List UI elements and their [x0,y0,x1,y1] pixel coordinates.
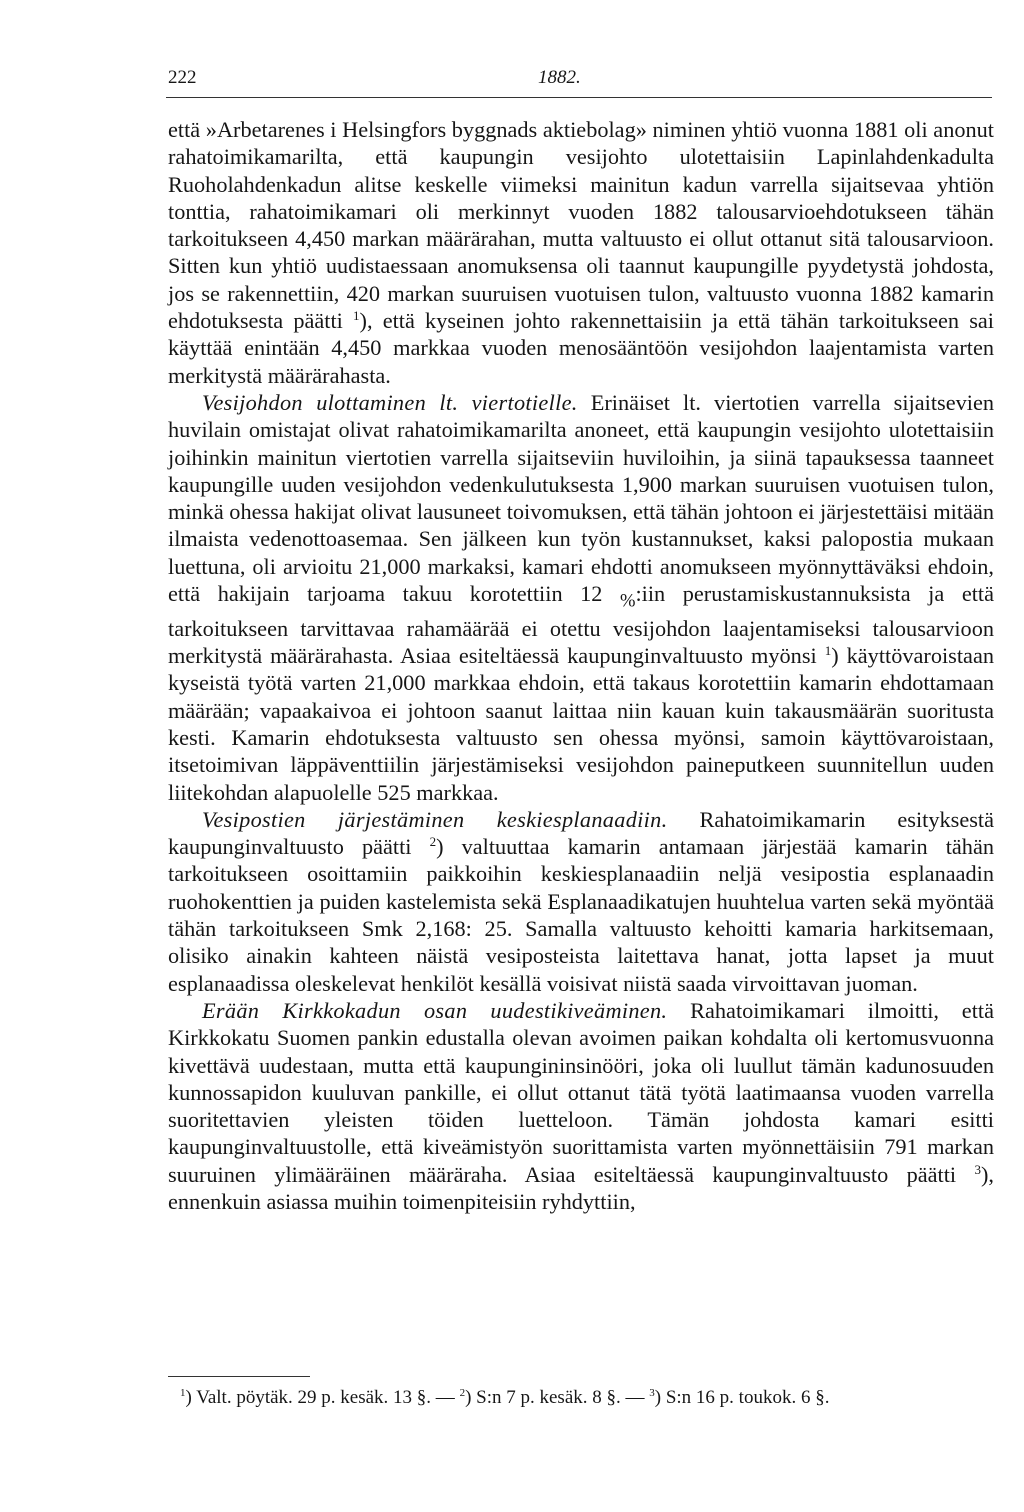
paragraph-text: ), että kyseinen johto rakennettaisiin ja että tähän tarkoitukseen sai käyttää enintään 4,450 markkaa vuoden menosääntöön vesijohdon laajentamista varten merkitystä määrärahasta. [168,308,994,388]
running-head [168,63,992,93]
footnote-marker: 1 [180,1387,186,1399]
paragraph-vesipostien-jarjestaminen [168,806,994,997]
paragraph-text: että »Arbetarenes i Helsingfors byggnads aktiebolag» niminen yhtiö vuonna 1881 oli anonut rahatoimikamarilta, että kaupungin vesijohto ulotettaisiin Lapinlahdenkadulta Ruoholahdenkadun alitse keskelle viimeksi mainitun kadun varrella sijaitsevaa yhtiön tonttia, rahatoimikamari oli merkinnyt vuoden 1882 talousarvioehdotukseen tähän tarkoitukseen 4,450 markan määrärahan, mutta valtuusto ei ollut ottanut sitä talousarvioon. Sitten kun yhtiö uudistaessaan anomuksensa oli taannut kaupungille pyydetystä johdosta, jos se rakennettiin, 420 markan suuruisen vuotuisen tulon, valtuusto vuonna 1882 kamarin ehdotuksesta päätti [168,117,994,334]
paragraph-text: Erinäiset lt. viertotien varrella sijaitsevien huvilain omistajat olivat rahatoimikamarilta anoneet, että kaupungin vesijohto ulotettaisiin joihinkin mainitun viertotien varrella sijaitseviin huviloihin, ja siinä tapauksessa taanneet kaupungille uuden vesijohdon vedenkulutuksesta 1,900 markan suuruisen vuotuisen tulon, minkä ohessa hakijat olivat lausuneet toivomuksen, että tähän johtoon ei järjestettäisi mitään ilmaista vedenottoasemaa. Sen jälkeen kun työn kustannukset, kaksi palopostia mukaan luettuna, oli arvioitu 21,000 markaksi, kamari ehdotti anomukseen myönnyttäväksi ehdoin, että hakijain tarjoama takuu korotettiin 12 [168,389,995,607]
page-number: 222 [168,67,197,88]
paragraph-kirkkokadun-kiveaminen [168,997,994,1215]
footnote-text [168,1386,994,1409]
section-heading: Vesipostien järjestäminen keskiesplanaadiin. [202,806,668,832]
section-heading: Erään Kirkkokadun osan uudestikiveäminen. [202,997,668,1023]
paragraph-text: ) valtuuttaa kamarin antamaan järjestää kamarin tähän tarkoitukseen osoittamiin paikkoihin keskiesplanaadiin neljä vesipostia esplanaadin ruohokenttien ja puiden kastelemista sekä Esplanaadikatujen huuhtelua varten sekä myöntää tähän tarkoitukseen Smk 2,168: 25. Samalla valtuusto kehoitti kamaria harkitsemaan, olisiko ainakin kahteen näistä vesiposteista laitettava hanat, jotta lapset ja muut esplanaadissa oleskelevat henkilöt kesällä voisivat niistä saada virvoittavan juoman. [168,834,994,996]
footnote-marker: 1 [824,643,832,659]
header-rule [166,97,992,98]
footnote-marker: 1 [353,308,360,324]
footnote-rule [168,1376,310,1377]
footnote-1: ) Valt. pöytäk. 29 p. kesäk. 13 §. — [185,1387,460,1408]
footnote-marker: 3 [649,1387,655,1399]
percent-sign: % [619,590,636,612]
section-heading: Vesijohdon ulottaminen lt. viertotielle. [202,389,578,415]
paragraph-arbetarenes [168,116,994,389]
body-text [168,116,994,1215]
footnote-marker: 2 [429,834,437,850]
paragraph-text: :iin perustamiskustannuksista ja että tarkoitukseen tarvittavaa rahamäärää ei otettu vesijohdon laajentamiseksi talousarvioon merkitystä määrärahasta. Asiaa esiteltäessä kaupunginvaltuusto myönsi [168,581,994,669]
footnote-3: ) S:n 16 p. toukok. 6 §. [654,1387,830,1408]
footnote-2: ) S:n 7 p. kesäk. 8 §. — [465,1387,650,1408]
paragraph-text: ), ennenkuin asiassa muihin toimenpiteisiin ryhdyttiin, [168,1161,994,1215]
footnote-marker: 2 [459,1387,466,1399]
paragraph-text: Rahatoimikamarin esityksestä kaupunginvaltuusto päätti [168,806,994,860]
running-head-year: 1882. [538,67,581,88]
footnote-marker: 3 [974,1161,981,1177]
footnotes [168,1386,994,1409]
paragraph-text: ) käyttövaroistaan kyseistä työtä varten 21,000 markkaa ehdoin, että takaus korotettiin kamarin ehdottamaan määrään; vapaakaivoa ei johtoon saanut laittaa niin kauan kuin takausmäärän suoritusta kesti. Kamarin ehdotuksesta valtuusto sen ohessa myönsi, samoin käyttövaroistaan, itsetoimivan läppäventtiilin järjestämiseksi vesijohdon paineputkeen suunnitellun uuden liitekohdan alapuolelle 525 markkaa. [168,643,994,805]
paragraph-text: Rahatoimikamari ilmoitti, että Kirkkokatu Suomen pankin edustalla olevan avoimen paikan kohdalta oli kertomusvuonna kivettävä uudestaan, mutta että kaupungininsinööri, joka oli luullut tämän kadunosuuden kunnossapidon kuuluvan pankille, ei ollut ottanut tätä työtä laatimaansa vuoden varrella suoritettavien yleisten töiden luetteloon. Tämän johdosta kamari esitti kaupunginvaltuustolle, että kiveämistyön suorittamista varten myönnettäisiin 791 markan suuruinen ylimääräinen määräraha. Asiaa esiteltäessä kaupunginvaltuusto päätti [168,997,994,1187]
paragraph-vesijohdon-ulottaminen [168,389,994,806]
